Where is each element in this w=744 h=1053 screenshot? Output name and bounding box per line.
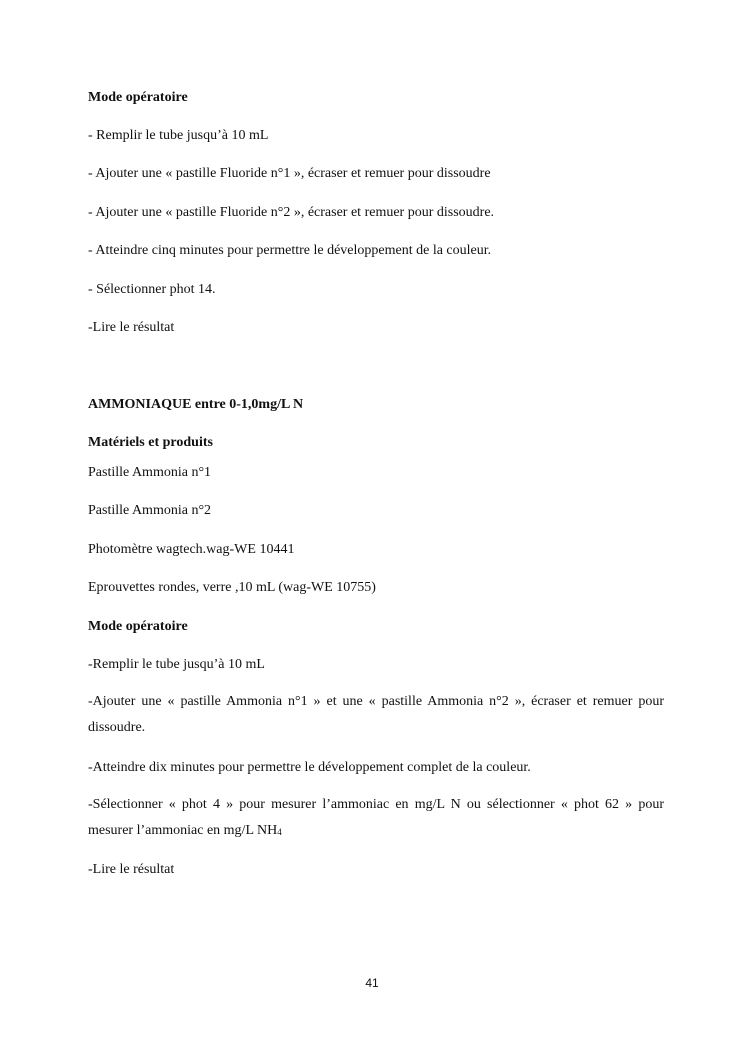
fluoride-step-6: -Lire le résultat bbox=[88, 320, 175, 335]
ammonia-step-1: -Remplir le tube jusqu’à 10 mL bbox=[88, 657, 265, 672]
ammonia-step-4 bbox=[88, 792, 664, 844]
procedure-heading-ammonia: Mode opératoire bbox=[88, 619, 188, 634]
material-item-4: Eprouvettes rondes, verre ,10 mL (wag-WE 10755) bbox=[88, 580, 376, 595]
section-title-ammoniaque: AMMONIAQUE entre 0-1,0mg/L N bbox=[88, 397, 304, 412]
ammonia-step-2: -Ajouter une « pastille Ammonia n°1 » et une « pastille Ammonia n°2 », écraser et remuer pour dissoudre. bbox=[88, 694, 664, 735]
fluoride-step-1: - Remplir le tube jusqu’à 10 mL bbox=[88, 128, 269, 143]
ammonia-step-4-text: -Sélectionner « phot 4 » pour mesurer l’ammoniac en mg/L N ou sélectionner « phot 62 » pour mesurer l’ammoniac en mg/L NH bbox=[88, 797, 664, 838]
ammonia-step-3: -Atteindre dix minutes pour permettre le développement complet de la couleur. bbox=[88, 760, 531, 775]
ammonia-step-5: -Lire le résultat bbox=[88, 862, 175, 877]
fluoride-step-4: - Atteindre cinq minutes pour permettre le développement de la couleur. bbox=[88, 243, 492, 258]
page-number: 41 bbox=[365, 976, 379, 990]
materials-heading: Matériels et produits bbox=[88, 435, 213, 450]
fluoride-step-2: - Ajouter une « pastille Fluoride n°1 », écraser et remuer pour dissoudre bbox=[88, 166, 491, 181]
material-item-3: Photomètre wagtech.wag-WE 10441 bbox=[88, 542, 295, 557]
material-item-2: Pastille Ammonia n°2 bbox=[88, 503, 212, 518]
fluoride-step-5: - Sélectionner phot 14. bbox=[88, 282, 216, 297]
material-item-1: Pastille Ammonia n°1 bbox=[88, 465, 212, 480]
nh4-subscript: 4 bbox=[277, 827, 282, 837]
procedure-heading-fluoride: Mode opératoire bbox=[88, 90, 188, 105]
fluoride-step-3: - Ajouter une « pastille Fluoride n°2 », écraser et remuer pour dissoudre. bbox=[88, 205, 495, 220]
